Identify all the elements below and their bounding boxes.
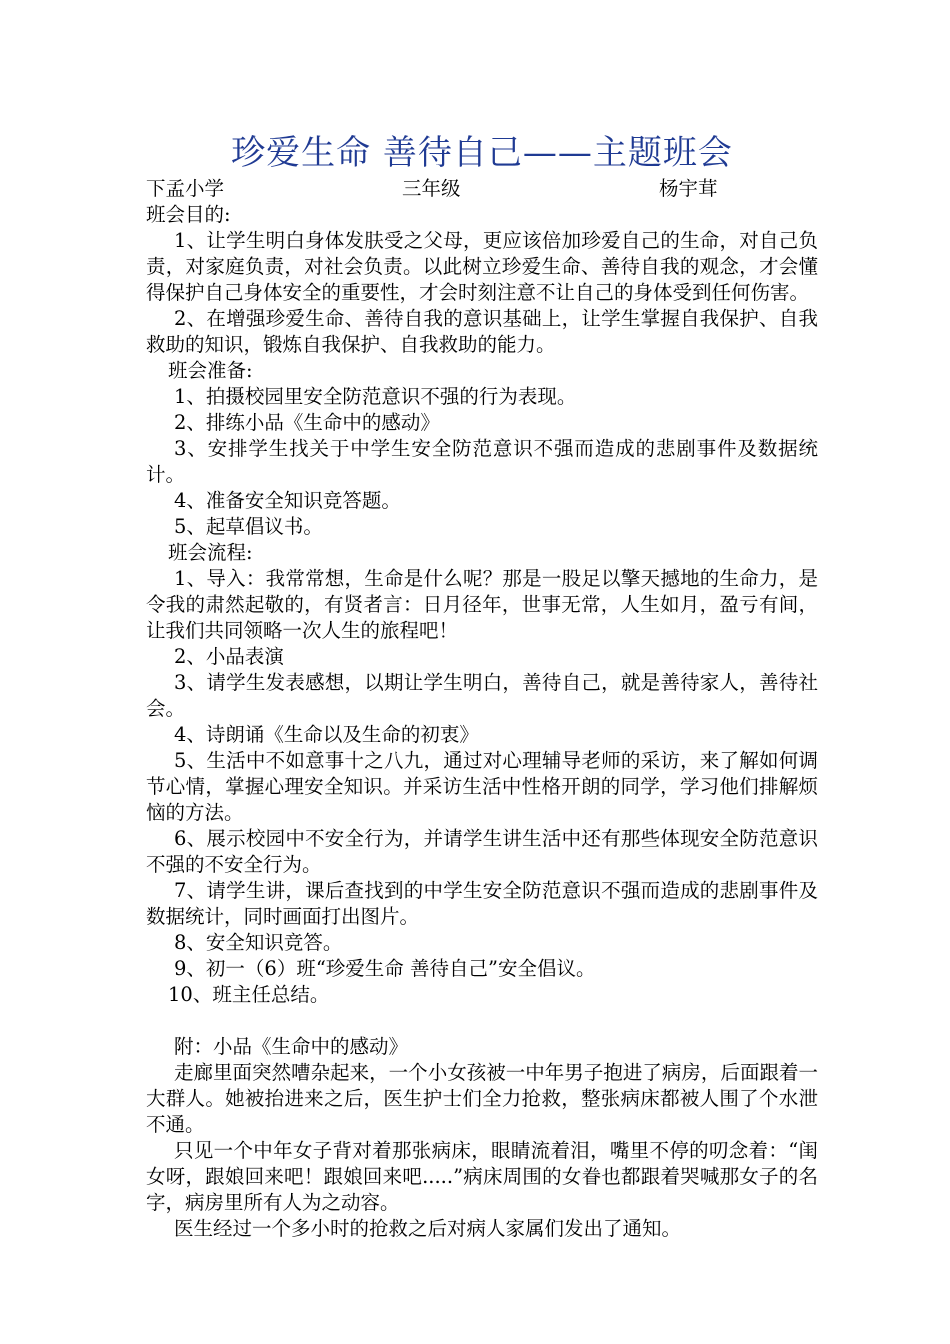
- flow-item: 6、展示校园中不安全行为，并请学生讲生活中还有那些体现安全防范意识不强的不安全行为。: [146, 827, 818, 876]
- appendix-paragraph: 医生经过一个多小时的抢救之后对病人家属们发出了通知。: [174, 1217, 682, 1240]
- flow-item: 7、请学生讲，课后查找到的中学生安全防范意识不强而造成的悲剧事件及数据统计，同时画面打出图片。: [146, 879, 818, 928]
- flow-item: 4、诗朗诵《生命以及生命的初衷》: [174, 723, 479, 746]
- prep-item: 5、起草倡议书。: [174, 515, 323, 538]
- blank-line: [146, 1008, 818, 1034]
- flow-item: 5、生活中不如意事十之八九，通过对心理辅导老师的采访，来了解如何调节心情，掌握心理安全知识。并采访生活中性格开朗的同学，学习他们排解烦恼的方法。: [146, 749, 818, 824]
- document-meta: [146, 176, 818, 202]
- flow-item: 1、导入：我常常想，生命是什么呢？那是一股足以擎天撼地的生命力，是令我的肃然起敬的，有贤者言：日月径年，世事无常，人生如月，盈亏有间，让我们共同领略一次人生的旅程吧！: [146, 567, 818, 642]
- section-heading-flow: 班会流程:: [168, 541, 253, 564]
- appendix-paragraph: 只见一个中年女子背对着那张病床，眼睛流着泪，嘴里不停的叨念着：“闺女呀，跟娘回来吧！跟娘回来吧.....”病床周围的女眷也都跟着哭喊那女子的名字，病房里所有人为之动容。: [146, 1139, 818, 1214]
- appendix-paragraph: 走廊里面突然嘈杂起来，一个小女孩被一中年男子抱进了病房，后面跟着一大群人。她被抬进来之后，医生护士们全力抢救，整张病床都被人围了个水泄不通。: [146, 1061, 818, 1136]
- section-heading-goal: 班会目的:: [146, 203, 231, 226]
- prep-item: 1、拍摄校园里安全防范意识不强的行为表现。: [174, 385, 577, 408]
- grade-label: 三年级: [402, 177, 461, 200]
- document-title: 珍爱生命 善待自己——主题班会: [231, 133, 733, 173]
- author-name: 杨宇茸: [659, 177, 718, 200]
- flow-item: 2、小品表演: [174, 645, 284, 668]
- prep-item: 4、准备安全知识竞答题。: [174, 489, 401, 512]
- flow-item: 9、初一（6）班“珍爱生命 善待自己”安全倡议。: [174, 957, 596, 980]
- section-heading-prep: 班会准备:: [168, 359, 253, 382]
- school-name: 下孟小学: [146, 177, 225, 200]
- prep-item: 3、安排学生找关于中学生安全防范意识不强而造成的悲剧事件及数据统计。: [146, 437, 818, 486]
- goal-paragraph: 1、让学生明白身体发肤受之父母，更应该倍加珍爱自己的生命，对自己负责，对家庭负责，对社会负责。以此树立珍爱生命、善待自我的观念，才会懂得保护自己身体安全的重要性，才会时刻注意不让自己的身体受到任何伤害。: [146, 229, 818, 304]
- appendix-title: 附：小品《生命中的感动》: [174, 1035, 409, 1058]
- document-page: [146, 130, 818, 1242]
- goal-paragraph: 2、在增强珍爱生命、善待自我的意识基础上，让学生掌握自我保护、自我救助的知识，锻炼自我保护、自我救助的能力。: [146, 307, 818, 356]
- prep-item: 2、排练小品《生命中的感动》: [174, 411, 440, 434]
- flow-item: 10、班主任总结。: [168, 983, 330, 1006]
- flow-item: 3、请学生发表感想，以期让学生明白，善待自己，就是善待家人，善待社会。: [146, 671, 818, 720]
- flow-item: 8、安全知识竞答。: [174, 931, 343, 954]
